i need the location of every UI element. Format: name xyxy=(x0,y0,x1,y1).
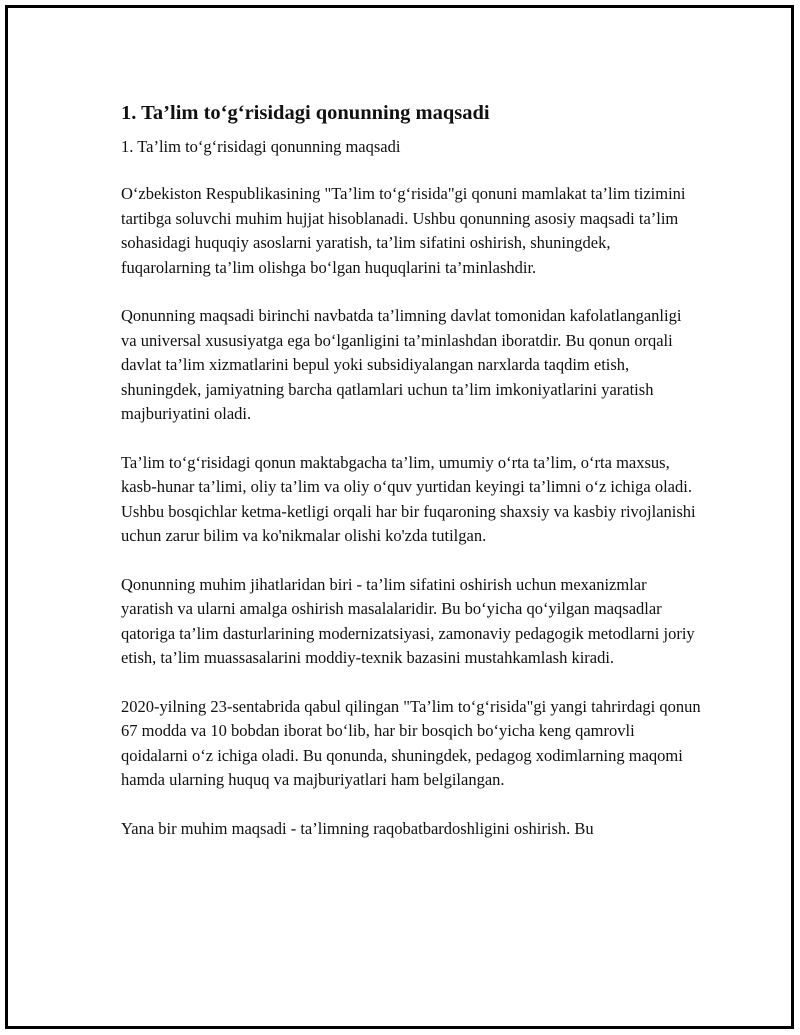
paragraph-3: Ta’lim to‘g‘risidagi qonun maktabgacha ta’lim, umumiy o‘rta ta’lim, o‘rta maxsus, kasb-hunar ta’limi, oliy ta’lim va oliy o‘quv yurtidan keyingi ta’limni o‘z ichiga oladi. Ushbu bosqichlar ketma-ketligi orqali har bir fuqaroning shaxsiy va kasbiy rivojlanishi uchun zarur bilim va ko'nikmalar olishi ko'zda tutilgan. xyxy=(121,452,696,545)
paragraph-5: 2020-yilning 23-sentabrida qabul qilingan "Ta’lim to‘g‘risida"gi yangi tahrirdagi qonun 67 modda va 10 bobdan iborat bo‘lib, har bir bosqich bo‘yicha keng qamrovli qoidalarni o‘z ichiga oladi. Bu qonunda, shuningdek, pedagog xodimlarning maqomi hamda ularning huquq va majburiyatlari ham belgilangan. xyxy=(121,696,701,789)
document-subheading: 1. Ta’lim to‘g‘risidagi qonunning maqsadi xyxy=(121,137,401,156)
document-heading: 1. Ta’lim to‘g‘risidagi qonunning maqsadi xyxy=(121,102,490,124)
paragraph-6: Yana bir muhim maqsadi - ta’limning raqobatbardoshligini oshirish. Bu xyxy=(121,818,594,838)
paragraph-4: Qonunning muhim jihatlaridan biri - ta’lim sifatini oshirish uchun mexanizmlar yaratish va ularni amalga oshirish masalalaridir. Bu bo‘yicha qo‘yilgan maqsadlar qatoriga ta’lim dasturlarining modernizatsiyasi, zamonaviy pedagogik metodlarni joriy etish, ta’lim muassasalarini moddiy-texnik bazasini mustahkamlash kiradi. xyxy=(121,574,695,667)
paragraph-1: O‘zbekiston Respublikasining "Ta’lim to‘g‘risida"gi qonuni mamlakat ta’lim tizimini tartibga soluvchi muhim hujjat hisoblanadi. Ushbu qonunning asosiy maqsadi ta’lim sohasidagi huquqiy asoslarni yaratish, ta’lim sifatini oshirish, shuningdek, fuqarolarning ta’lim olishga bo‘lgan huquqlarini ta’minlashdir. xyxy=(121,184,686,277)
document-body xyxy=(121,100,701,841)
page-frame xyxy=(5,5,794,1029)
paragraph-2: Qonunning maqsadi birinchi navbatda ta’limning davlat tomonidan kafolatlanganligi va universal xususiyatga ega bo‘lganligini ta’minlashdan iboratdir. Bu qonun orqali davlat ta’lim xizmatlarini bepul yoki subsidiyalangan narxlarda taqdim etish, shuningdek, jamiyatning barcha qatlamlari uchun ta’lim imkoniyatlarini yaratish majburiyatini oladi. xyxy=(121,306,682,423)
